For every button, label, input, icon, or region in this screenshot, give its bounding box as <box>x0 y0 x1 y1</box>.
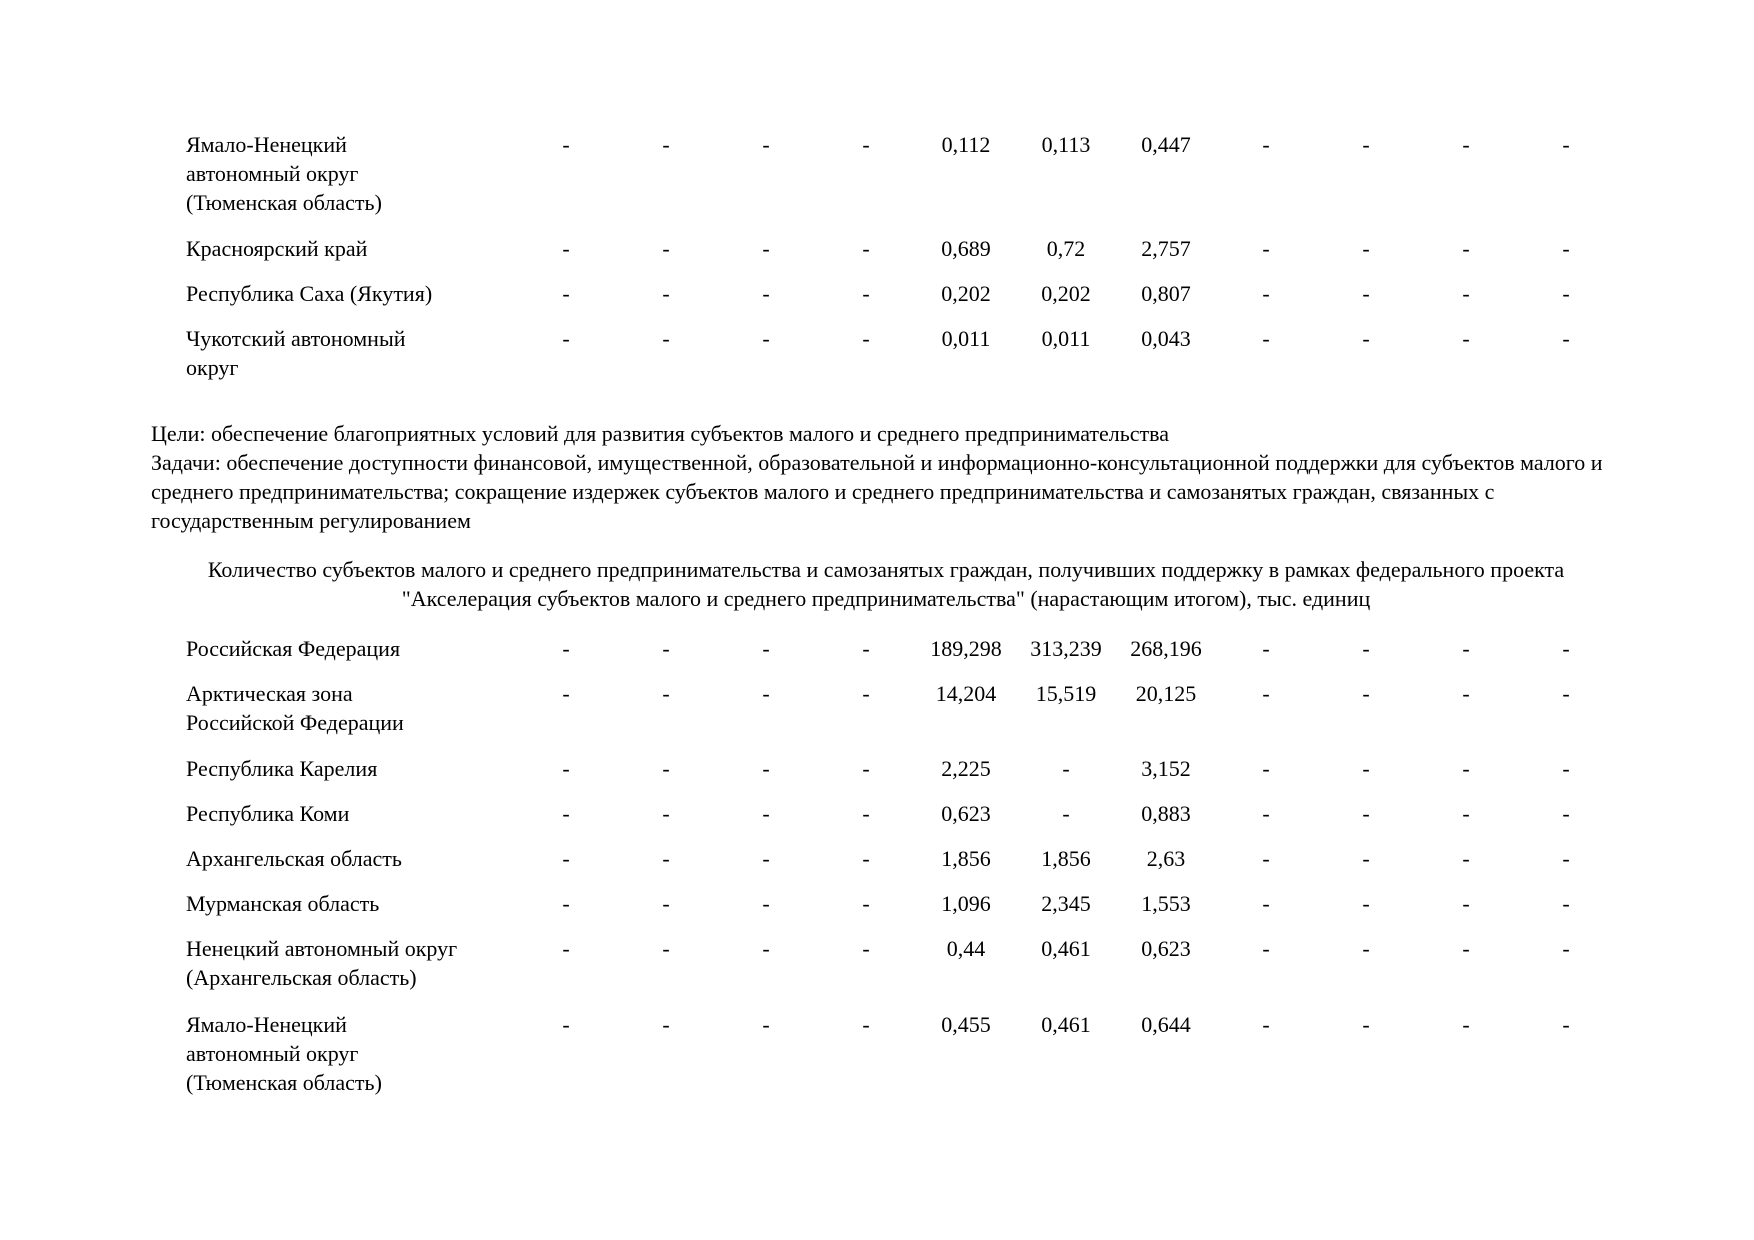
table-row <box>186 1010 1586 1097</box>
value-cell: 0,011 <box>941 326 991 351</box>
value-cell: - <box>1262 936 1270 961</box>
value-cell: - <box>1262 756 1270 781</box>
value-cell: - <box>1562 132 1570 157</box>
value-cell: - <box>1462 891 1470 916</box>
value-cell: 0,623 <box>941 801 991 826</box>
value-cell: - <box>1262 236 1270 261</box>
value-cell: - <box>662 891 670 916</box>
value-cell: - <box>662 132 670 157</box>
value-cell: - <box>562 681 570 706</box>
regional-table-lower <box>186 634 1586 1113</box>
value-cell: - <box>862 681 870 706</box>
value-cell: 0,44 <box>946 936 986 961</box>
value-cell: - <box>762 326 770 351</box>
value-cell: 0,689 <box>941 236 991 261</box>
goals-section <box>151 419 1621 535</box>
region-label: Мурманская область <box>186 891 380 916</box>
value-cell: - <box>1262 132 1270 157</box>
value-cell: - <box>862 132 870 157</box>
table-row <box>186 234 1586 263</box>
value-cell: - <box>762 891 770 916</box>
value-cell: 0,461 <box>1041 1012 1091 1037</box>
region-label: Ямало-Ненецкий автономный округ (Тюменская область) <box>186 1012 382 1095</box>
value-cell: - <box>1462 236 1470 261</box>
value-cell: - <box>1362 756 1370 781</box>
value-cell: - <box>1562 936 1570 961</box>
region-label: Республика Карелия <box>186 756 378 781</box>
tasks-text: Задачи: обеспечение доступности финансовой, имущественной, образовательной и информационно-консультационной поддержки для субъектов малого и среднего предпринимательства; сокращение издержек субъектов малого и среднего предпринимательства и самозанятых граждан, связанных с государственным регулированием <box>151 450 1603 533</box>
value-cell: - <box>662 281 670 306</box>
table-row <box>186 844 1586 873</box>
value-cell: 1,553 <box>1141 891 1191 916</box>
value-cell: - <box>1562 756 1570 781</box>
value-cell: - <box>862 846 870 871</box>
table-row <box>186 754 1586 783</box>
value-cell: - <box>1362 1012 1370 1037</box>
value-cell: - <box>662 236 670 261</box>
region-label: Красноярский край <box>186 236 368 261</box>
value-cell: - <box>762 132 770 157</box>
value-cell: - <box>762 236 770 261</box>
value-cell: - <box>1262 281 1270 306</box>
value-cell: - <box>862 326 870 351</box>
value-cell: - <box>1262 801 1270 826</box>
value-cell: 0,644 <box>1141 1012 1191 1037</box>
value-cell: - <box>1562 326 1570 351</box>
value-cell: 0,623 <box>1141 936 1191 961</box>
value-cell: - <box>862 281 870 306</box>
value-cell: - <box>1262 681 1270 706</box>
value-cell: 2,225 <box>941 756 991 781</box>
value-cell: - <box>1462 756 1470 781</box>
value-cell: 15,519 <box>1035 681 1097 706</box>
region-label: Республика Саха (Якутия) <box>186 281 433 306</box>
value-cell: - <box>662 846 670 871</box>
value-cell: - <box>1262 891 1270 916</box>
value-cell: - <box>1262 846 1270 871</box>
value-cell: - <box>562 132 570 157</box>
value-cell: 1,856 <box>941 846 991 871</box>
value-cell: - <box>1062 801 1070 826</box>
value-cell: 268,196 <box>1130 636 1202 661</box>
value-cell: - <box>562 236 570 261</box>
table-row <box>186 279 1586 308</box>
indicator-title: Количество субъектов малого и среднего предпринимательства и самозанятых граждан, получивших поддержку в рамках федерального проекта "Акселерация субъектов малого и среднего предпринимательства" (нарастающим итогом), тыс. единиц <box>207 557 1565 611</box>
table-row <box>186 130 1586 217</box>
value-cell: - <box>662 1012 670 1037</box>
value-cell: - <box>1462 681 1470 706</box>
value-cell: - <box>1362 936 1370 961</box>
value-cell: - <box>1362 846 1370 871</box>
value-cell: - <box>862 891 870 916</box>
value-cell: - <box>1262 326 1270 351</box>
value-cell: - <box>1362 636 1370 661</box>
value-cell: - <box>1362 281 1370 306</box>
goals-text: Цели: обеспечение благоприятных условий для развития субъектов малого и среднего предпринимательства <box>151 421 1170 446</box>
value-cell: - <box>1462 281 1470 306</box>
value-cell: - <box>1362 132 1370 157</box>
value-cell: - <box>1262 636 1270 661</box>
table-row <box>186 889 1586 918</box>
value-cell: - <box>562 756 570 781</box>
table-row <box>186 934 1586 992</box>
value-cell: - <box>862 756 870 781</box>
value-cell: - <box>862 1012 870 1037</box>
value-cell: - <box>662 756 670 781</box>
table-row <box>186 799 1586 828</box>
value-cell: - <box>562 891 570 916</box>
value-cell: - <box>1462 636 1470 661</box>
value-cell: - <box>1462 846 1470 871</box>
value-cell: 0,455 <box>941 1012 991 1037</box>
value-cell: - <box>862 236 870 261</box>
value-cell: - <box>1262 1012 1270 1037</box>
value-cell: - <box>1462 1012 1470 1037</box>
value-cell: - <box>1562 1012 1570 1037</box>
value-cell: - <box>662 636 670 661</box>
region-label: Чукотский автономный округ <box>186 326 406 380</box>
value-cell: - <box>562 936 570 961</box>
value-cell: - <box>762 756 770 781</box>
value-cell: - <box>1362 891 1370 916</box>
value-cell: - <box>562 326 570 351</box>
value-cell: 313,239 <box>1030 636 1102 661</box>
value-cell: 3,152 <box>1141 756 1191 781</box>
value-cell: 1,096 <box>941 891 991 916</box>
value-cell: - <box>762 801 770 826</box>
value-cell: - <box>1362 236 1370 261</box>
value-cell: 189,298 <box>930 636 1002 661</box>
value-cell: - <box>762 681 770 706</box>
value-cell: - <box>662 681 670 706</box>
value-cell: - <box>1562 846 1570 871</box>
value-cell: - <box>762 281 770 306</box>
value-cell: - <box>762 636 770 661</box>
value-cell: 1,856 <box>1041 846 1091 871</box>
value-cell: 0,043 <box>1141 326 1191 351</box>
value-cell: - <box>562 801 570 826</box>
value-cell: - <box>562 636 570 661</box>
value-cell: - <box>562 846 570 871</box>
value-cell: - <box>1562 801 1570 826</box>
value-cell: - <box>1362 326 1370 351</box>
value-cell: 0,461 <box>1041 936 1091 961</box>
region-label: Ямало-Ненецкий автономный округ (Тюменская область) <box>186 132 382 215</box>
value-cell: 0,883 <box>1141 801 1191 826</box>
value-cell: 0,202 <box>1041 281 1091 306</box>
region-label: Российская Федерация <box>186 636 401 661</box>
value-cell: - <box>1462 936 1470 961</box>
value-cell: - <box>1562 636 1570 661</box>
region-label: Арктическая зона Российской Федерации <box>186 681 404 735</box>
region-label: Архангельская область <box>186 846 402 871</box>
table-row <box>186 679 1586 737</box>
value-cell: - <box>562 1012 570 1037</box>
value-cell: - <box>762 1012 770 1037</box>
value-cell: - <box>1562 236 1570 261</box>
value-cell: - <box>662 326 670 351</box>
value-cell: - <box>862 801 870 826</box>
value-cell: 0,447 <box>1141 132 1191 157</box>
value-cell: - <box>762 936 770 961</box>
value-cell: - <box>1462 801 1470 826</box>
value-cell: 2,63 <box>1146 846 1186 871</box>
value-cell: 0,72 <box>1046 236 1086 261</box>
value-cell: - <box>1462 132 1470 157</box>
value-cell: - <box>662 801 670 826</box>
value-cell: 20,125 <box>1135 681 1197 706</box>
value-cell: 0,011 <box>1041 326 1091 351</box>
value-cell: 0,113 <box>1041 132 1091 157</box>
value-cell: - <box>762 846 770 871</box>
value-cell: 0,202 <box>941 281 991 306</box>
value-cell: - <box>1062 756 1070 781</box>
region-label: Ненецкий автономный округ (Архангельская область) <box>186 936 458 990</box>
value-cell: 14,204 <box>935 681 997 706</box>
value-cell: - <box>1362 801 1370 826</box>
value-cell: 2,757 <box>1141 236 1191 261</box>
value-cell: - <box>1462 326 1470 351</box>
value-cell: 2,345 <box>1041 891 1091 916</box>
value-cell: - <box>862 636 870 661</box>
region-label: Республика Коми <box>186 801 350 826</box>
value-cell: 0,807 <box>1141 281 1191 306</box>
value-cell: - <box>562 281 570 306</box>
value-cell: - <box>1362 681 1370 706</box>
value-cell: - <box>662 936 670 961</box>
value-cell: - <box>1562 681 1570 706</box>
value-cell: 0,112 <box>941 132 991 157</box>
value-cell: - <box>1562 281 1570 306</box>
regional-table-upper <box>186 130 1586 398</box>
table-row <box>186 324 1586 382</box>
value-cell: - <box>862 936 870 961</box>
table-row <box>186 634 1586 663</box>
value-cell: - <box>1562 891 1570 916</box>
